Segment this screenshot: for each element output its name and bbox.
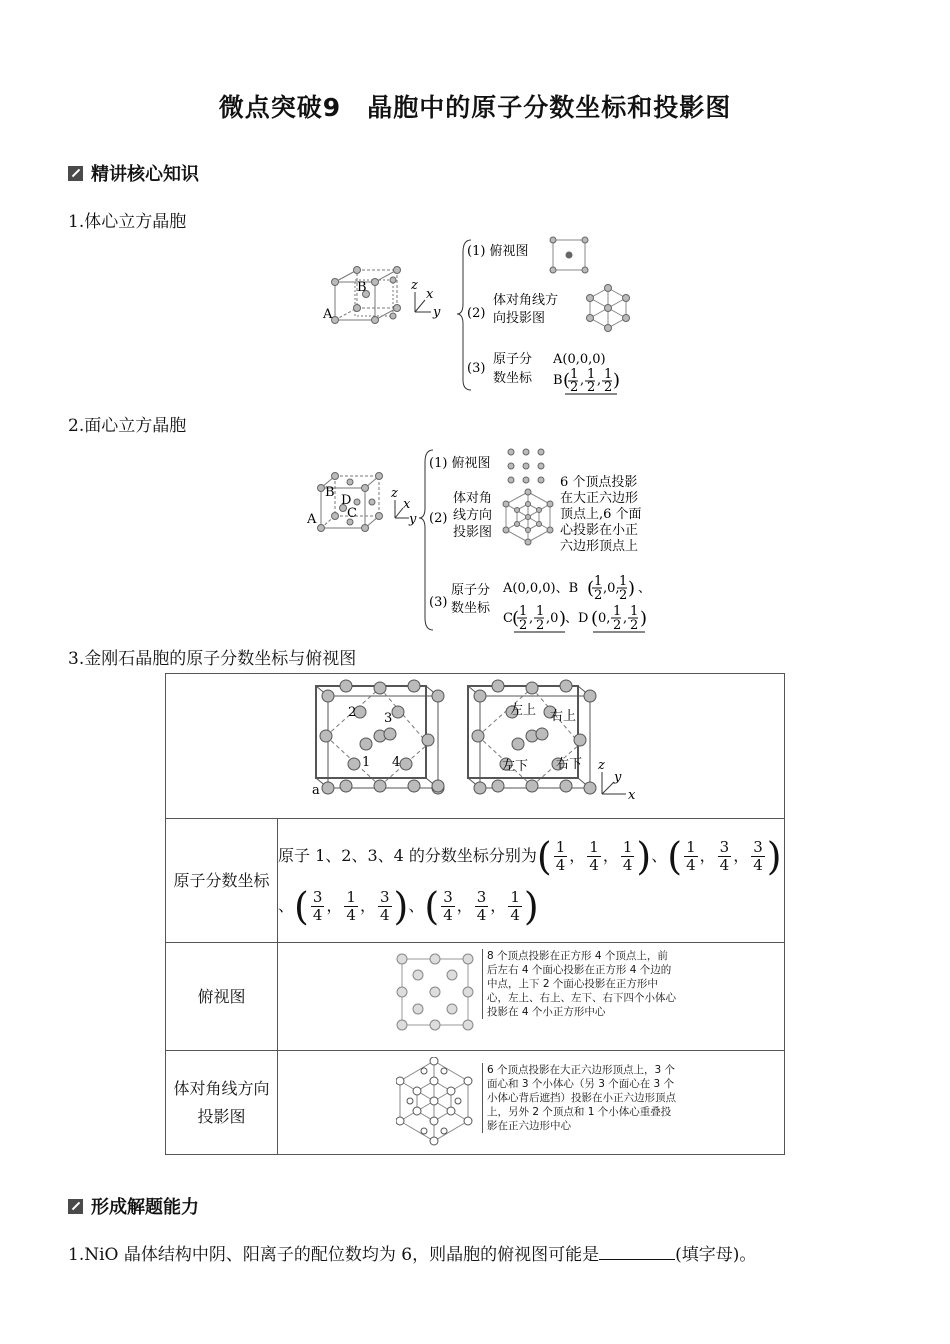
label-2: 2 <box>348 705 357 720</box>
fraction: $\frac{1}{4}$ <box>346 887 356 924</box>
bcc-figure <box>315 232 645 397</box>
svg-text:): ) <box>640 608 648 629</box>
svg-text:1: 1 <box>570 367 579 382</box>
bcc-p2-text-2: 向投影图 <box>493 311 546 326</box>
bcc-p3-text-1: 原子分 <box>493 352 533 367</box>
section-heading-knowledge <box>68 160 199 186</box>
fcc-p1: (1) 俯视图 <box>429 456 491 471</box>
bcc-heading: 1.体心立方晶胞 <box>68 212 187 232</box>
fcc-coord-c-frac <box>512 604 566 633</box>
axis-y: y <box>614 770 622 785</box>
svg-text:1: 1 <box>587 367 596 382</box>
label-d: D <box>341 493 352 508</box>
svg-text:,: , <box>623 611 628 626</box>
fcc-note-3: 顶点上,6 个面 <box>560 507 642 522</box>
fcc-coord-b <box>587 574 651 603</box>
fraction: $\frac{3}{4}$ <box>476 887 487 924</box>
question-text: 1.NiO 晶体结构中阴、阳离子的配位数均为 6，则晶胞的俯视图可能是 <box>68 1245 600 1265</box>
svg-text:(: ( <box>591 608 599 629</box>
diagonal-view-note: 6 个顶点投影在大正六边形顶点上，3 个面心和 3 个小体心（另 3 个面心在 3 个小体心背后遮挡）投影在小正六边形顶点上，另外 2 个顶点和 1 个小体心重叠投影在正六边形中心 <box>482 1063 677 1133</box>
fcc-note-4: 心投影在小正 <box>560 523 639 538</box>
label-top-left: 左上 <box>510 703 537 718</box>
fraction: $\frac{1}{4}$ <box>686 837 696 874</box>
svg-text:2: 2 <box>604 380 613 395</box>
diamond-heading: 3.金刚石晶胞的原子分数坐标与俯视图 <box>68 649 357 669</box>
svg-text:,: , <box>597 373 602 388</box>
svg-text:1: 1 <box>630 604 639 619</box>
bcc-top-view <box>550 237 588 273</box>
bcc-diagonal-view <box>587 285 630 332</box>
axis-z: z <box>391 486 398 501</box>
label-c: C <box>347 506 357 521</box>
svg-text:2: 2 <box>570 380 579 395</box>
fcc-heading: 2.面心立方晶胞 <box>68 416 187 436</box>
axis-x: x <box>403 497 411 512</box>
label-b: B <box>357 280 367 295</box>
svg-text:(: ( <box>563 370 571 391</box>
label-3: 3 <box>384 711 393 726</box>
fraction: $\frac{3}{4}$ <box>719 837 730 874</box>
label-bottom-left: 左下 <box>502 759 529 774</box>
section-heading-text: 形成解题能力 <box>91 1197 199 1218</box>
diamond-diagonal-view <box>396 1057 476 1147</box>
fcc-p3-text-2: 数坐标 <box>451 601 491 616</box>
fcc-top-view <box>508 449 544 483</box>
fcc-diagonal-view <box>503 489 553 545</box>
diamond-cubes <box>166 674 784 814</box>
svg-text:2: 2 <box>536 618 545 633</box>
diagonal-view-cell <box>278 1051 785 1155</box>
fcc-p3-text-1: 原子分 <box>451 583 491 598</box>
top-view-note: 8 个顶点投影在正方形 4 个顶点上，前后左右 4 个面心投影在正方形 4 个边的中点，上下 2 个面心投影在正方形中心，左上、右上、左下、右下四个小体心投影在 4 个小正方形中心 <box>482 949 677 1019</box>
fcc-coord-d-frac <box>591 604 647 633</box>
fcc-note-2: 在大正六边形 <box>560 491 639 506</box>
svg-text:1: 1 <box>613 604 622 619</box>
bcc-p1: (1) 俯视图 <box>467 244 529 259</box>
coord-b-prefix: B <box>553 373 563 388</box>
svg-text:0,: 0, <box>598 611 611 626</box>
diamond-top-view <box>396 953 476 1033</box>
svg-text:,: , <box>529 611 534 626</box>
top-view-cell <box>278 943 785 1051</box>
svg-text:,0: ,0 <box>546 611 559 626</box>
bcc-atoms <box>332 267 401 324</box>
svg-text:2: 2 <box>594 588 603 603</box>
fraction: $\frac{1}{4}$ <box>510 887 520 924</box>
axis-x: x <box>426 287 434 302</box>
coords-intro: 原子 1、2、3、4 的分数坐标分别为 <box>278 845 537 865</box>
svg-text:2: 2 <box>619 588 628 603</box>
fcc-figure <box>303 446 663 636</box>
fraction: $\frac{1}{4}$ <box>622 837 633 874</box>
fcc-p3-num: (3) <box>429 595 448 610</box>
axis-y: y <box>433 305 441 320</box>
label-top-right: 右上 <box>550 709 577 724</box>
fcc-coord-a-b: A(0,0,0)、B <box>503 581 579 596</box>
label-a: a <box>312 783 320 798</box>
axis-x: x <box>628 788 636 803</box>
fcc-p2-text-1: 体对角 <box>453 491 493 506</box>
row-label-diagonal: 体对角线方向 投影图 <box>166 1051 278 1155</box>
svg-text:(: ( <box>587 578 595 599</box>
fraction: $\frac{3}{4}$ <box>312 887 323 924</box>
svg-text:,: , <box>580 373 585 388</box>
label-a: A <box>307 512 317 527</box>
fraction: $\frac{3}{4}$ <box>443 887 453 924</box>
svg-text:): ) <box>559 608 567 629</box>
svg-text:1: 1 <box>619 574 628 589</box>
bcc-p2-num: (2) <box>467 306 486 321</box>
fcc-p2-text-3: 投影图 <box>453 525 493 540</box>
axis-z: z <box>411 278 418 293</box>
section-heading-ability <box>68 1193 199 1219</box>
svg-text:1: 1 <box>519 604 528 619</box>
axis-z: z <box>598 758 605 773</box>
fraction: $\frac{3}{4}$ <box>753 837 763 874</box>
page-title: 微点突破9 晶胞中的原子分数坐标和投影图 <box>218 93 732 122</box>
svg-text:2: 2 <box>613 618 622 633</box>
bcc-p3-text-2: 数坐标 <box>493 371 533 386</box>
svg-text:): ) <box>628 578 636 599</box>
svg-text:2: 2 <box>519 618 528 633</box>
fcc-p2-text-2: 线方向 <box>453 508 493 523</box>
svg-text:1: 1 <box>604 367 613 382</box>
label-b: B <box>325 485 335 500</box>
fraction: $\frac{3}{4}$ <box>379 887 390 924</box>
svg-text:2: 2 <box>587 380 596 395</box>
edit-icon <box>68 166 83 181</box>
fcc-p2-num: (2) <box>429 511 448 526</box>
question-1 <box>68 1240 756 1265</box>
row-label-top-view: 俯视图 <box>166 943 278 1051</box>
svg-text:、: 、 <box>638 581 652 596</box>
svg-text:2: 2 <box>630 618 639 633</box>
answer-blank[interactable] <box>599 1245 675 1260</box>
fcc-coord-c: C <box>503 611 513 626</box>
section-heading-text: 精讲核心知识 <box>91 164 199 185</box>
fraction: $\frac{1}{4}$ <box>589 837 599 874</box>
svg-text:1: 1 <box>594 574 603 589</box>
svg-text:(: ( <box>512 608 520 629</box>
label-1: 1 <box>362 755 371 770</box>
bcc-p2-text-1: 体对角线方 <box>493 293 559 308</box>
label-bottom-right: 右下 <box>556 757 583 772</box>
fcc-coord-d: 、D <box>565 611 589 626</box>
diamond-figure-cell <box>166 674 785 819</box>
question-suffix: (填字母)。 <box>675 1245 757 1265</box>
edit-icon <box>68 1199 83 1214</box>
label-a: A <box>323 307 333 322</box>
svg-text:,0,: ,0, <box>603 581 620 596</box>
row-label-coords: 原子分数坐标 <box>166 819 278 943</box>
label-4: 4 <box>392 755 401 770</box>
bcc-p3-num: (3) <box>467 361 486 376</box>
diamond-table <box>165 673 785 1155</box>
coord-b-fractions <box>563 367 620 395</box>
svg-text:1: 1 <box>536 604 545 619</box>
coords-cell: 原子 1、2、3、4 的分数坐标分别为( $\frac{1}{4}$ ， $\frac{1}{4}$ ， $\frac{1}{4}$ )、( $\frac{1}{4}$ ， $\frac{3}{4}$ ， $\frac{3}{4}$ ) 、( $\frac{3}{4}$ ， $\frac{1}{4}$ ， $\frac{3}{4}$ )、( $\frac{3}{4}$ ， $\frac{3}{4}$ ， $\frac{1}{4}$ ) <box>278 819 785 943</box>
fraction: $\frac{1}{4}$ <box>555 837 566 874</box>
fcc-note-5: 六边形顶点上 <box>560 539 639 554</box>
axis-y: y <box>409 512 417 527</box>
svg-text:): ) <box>613 370 621 391</box>
fcc-note-1: 6 个顶点投影 <box>560 475 638 490</box>
coord-a: A(0,0,0) <box>553 352 606 367</box>
